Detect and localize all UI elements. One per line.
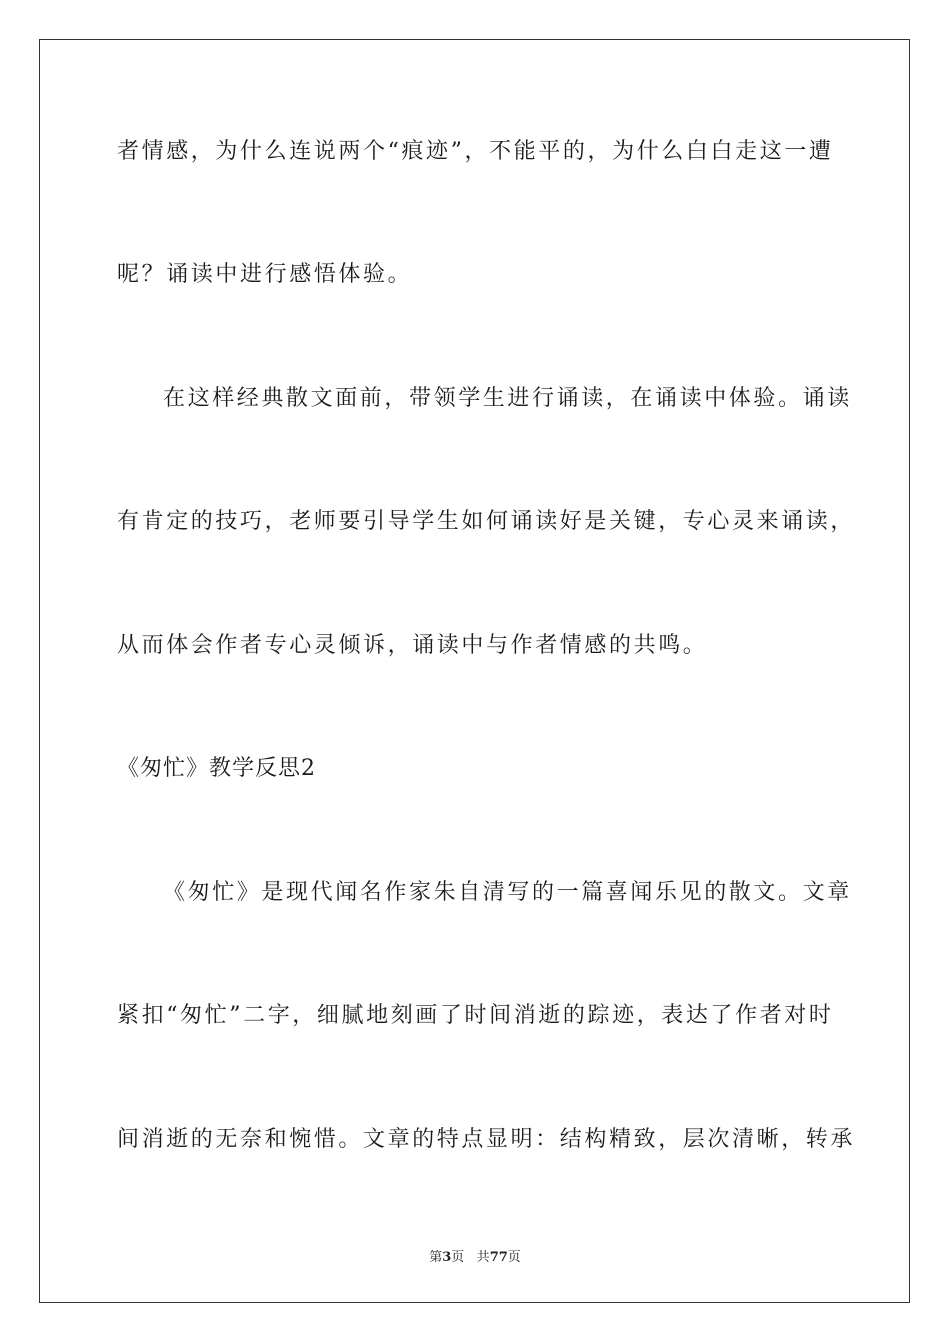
body-line-5: 从而体会作者专心灵倾诉，诵读中与作者情感的共鸣。 — [117, 633, 708, 658]
footer-total-suffix: 页 — [507, 1250, 521, 1265]
footer-page-suffix: 页 — [451, 1250, 465, 1265]
section-heading: 《匆忙》教学反思2 — [117, 756, 316, 781]
page-footer — [0, 1249, 950, 1267]
footer-prefix: 第 — [429, 1250, 443, 1265]
footer-total-prefix: 共 — [476, 1250, 490, 1265]
body-line-8: 紧扣“匆忙”二字，细腻地刻画了时间消逝的踪迹，表达了作者对时 — [117, 1003, 834, 1028]
current-page-number: 3 — [442, 1250, 452, 1265]
total-pages-number: 77 — [489, 1250, 508, 1265]
body-line-4: 有肯定的技巧，老师要引导学生如何诵读好是关键，专心灵来诵读， — [117, 509, 856, 534]
paragraph-start-line: 在这样经典散文面前，带领学生进行诵读，在诵读中体验。诵读 — [163, 386, 852, 411]
page-border — [39, 39, 910, 1303]
body-line-9: 间消逝的无奈和惋惜。文章的特点显明：结构精致，层次清晰，转承 — [117, 1127, 856, 1152]
body-line-2: 呢？诵读中进行感悟体验。 — [117, 262, 413, 287]
body-line-1: 者情感，为什么连说两个“痕迹”，不能平的，为什么白白走这一遭 — [117, 139, 834, 164]
paragraph-start-line: 《匆忙》是现代闻名作家朱自清写的一篇喜闻乐见的散文。文章 — [163, 880, 852, 905]
